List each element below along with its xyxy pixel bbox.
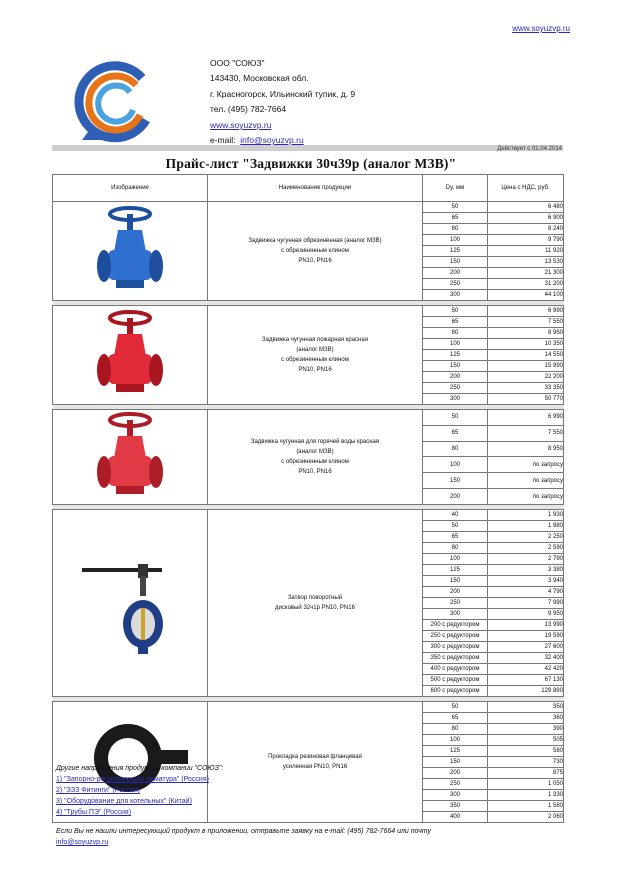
table-row xyxy=(53,306,564,317)
price-cell: по запросу xyxy=(488,457,564,473)
dn-cell: 100 xyxy=(423,235,488,246)
price-cell: по запросу xyxy=(488,473,564,489)
price-cell: 9 950 xyxy=(488,609,564,620)
header-image: Изображение xyxy=(53,175,208,202)
dn-cell: 65 xyxy=(423,713,488,724)
date-label: Действует с 01.04.2014 xyxy=(497,146,562,152)
dn-cell: 80 xyxy=(423,328,488,339)
dn-cell: 200 xyxy=(423,768,488,779)
footer-link-1[interactable]: 1) "Запорно-регулирующая арматура" (Россия) xyxy=(56,776,209,783)
dn-cell: 400 xyxy=(423,812,488,823)
table-row xyxy=(53,702,564,713)
product-name-line: (аналог МЗВ) xyxy=(296,449,334,455)
butterfly-valve-icon xyxy=(80,652,180,658)
product-image xyxy=(53,306,208,405)
price-cell: 6 480 xyxy=(488,202,564,213)
dn-cell: 100 xyxy=(423,735,488,746)
dn-cell: 65 xyxy=(423,317,488,328)
price-cell: 10 350 xyxy=(488,339,564,350)
price-cell: 15 990 xyxy=(488,361,564,372)
dn-cell: 80 xyxy=(423,724,488,735)
dn-cell: 150 xyxy=(423,576,488,587)
product-name-line: дисковый 32ч1р PN10, PN16 xyxy=(275,605,355,611)
dn-cell: 200 xyxy=(423,372,488,383)
dn-cell: 300 xyxy=(423,290,488,301)
price-cell: 1 930 xyxy=(488,510,564,521)
table-header-row xyxy=(53,175,564,202)
dn-cell: 250 xyxy=(423,279,488,290)
price-cell: 1 330 xyxy=(488,790,564,801)
price-cell: 2 590 xyxy=(488,543,564,554)
price-cell: 1 980 xyxy=(488,521,564,532)
dn-cell: 65 xyxy=(423,532,488,543)
product-name-line: с обрезиненным клином xyxy=(281,248,349,254)
price-cell: 360 xyxy=(488,713,564,724)
footer-intro: Другие направления продукции компании "СОЮЗ": xyxy=(56,765,224,772)
price-cell: 580 xyxy=(488,746,564,757)
company-name: ООО "СОЮЗ" xyxy=(210,58,265,68)
price-cell: 2 790 xyxy=(488,554,564,565)
price-cell: 42 420 xyxy=(488,664,564,675)
dn-cell: 125 xyxy=(423,350,488,361)
price-table xyxy=(52,174,564,823)
price-cell: 19 590 xyxy=(488,631,564,642)
page-title: Прайс-лист "Задвижки 30ч39р (аналог МЗВ)" xyxy=(165,156,457,171)
dn-cell: 300 xyxy=(423,609,488,620)
product-name-line: (аналог МЗВ) xyxy=(296,347,334,353)
price-cell: 31 200 xyxy=(488,279,564,290)
dn-cell: 80 xyxy=(423,224,488,235)
dn-cell: 40 xyxy=(423,510,488,521)
company-email-link[interactable]: info@soyuzvp.ru xyxy=(240,135,304,146)
dn-cell: 150 xyxy=(423,361,488,372)
dn-cell: 150 xyxy=(423,757,488,768)
dn-cell: 50 xyxy=(423,702,488,713)
dn-cell: 200 xyxy=(423,268,488,279)
product-name-line: с обрезиненным клином xyxy=(281,459,349,465)
price-cell: 9 790 xyxy=(488,235,564,246)
product-name xyxy=(208,510,423,697)
price-cell: 730 xyxy=(488,757,564,768)
price-cell: 32 400 xyxy=(488,653,564,664)
dn-cell: 400 с редуктором xyxy=(423,664,488,675)
price-cell: по запросу xyxy=(488,489,564,505)
price-cell: 1 050 xyxy=(488,779,564,790)
top-site-link[interactable]: www.soyuzvp.ru xyxy=(512,24,570,33)
price-cell: 8 950 xyxy=(488,328,564,339)
dn-cell: 500 с редуктором xyxy=(423,675,488,686)
product-name-line: Задвижка чугунная обрезиненная (аналог МЗВ) xyxy=(248,238,382,244)
product-name-line: Затвор поворотный xyxy=(287,595,343,601)
red-gate-valve-icon xyxy=(90,394,170,400)
company-address-line1: 143430, Московская обл. xyxy=(210,73,309,84)
product-image xyxy=(53,202,208,301)
price-cell: 350 xyxy=(488,702,564,713)
product-name-line: Задвижка чугунная пожарная красная xyxy=(262,337,368,343)
dn-cell: 200 xyxy=(423,587,488,598)
product-name xyxy=(208,410,423,505)
dn-cell: 300 xyxy=(423,394,488,405)
dn-cell: 250 с редуктором xyxy=(423,631,488,642)
price-cell: 6 990 xyxy=(488,410,564,426)
footer-note: Если Вы не нашли интересующий продукт в приложении, отправьте заявку на e-mail: (495) 782-7664 или почту xyxy=(56,828,431,835)
dn-cell: 80 xyxy=(423,543,488,554)
price-cell: 8 950 xyxy=(488,441,564,457)
red-hot-water-valve-icon xyxy=(90,496,170,502)
dn-cell: 100 xyxy=(423,457,488,473)
price-cell: 3 940 xyxy=(488,576,564,587)
email-label: e-mail: xyxy=(210,135,236,146)
price-cell: 2 250 xyxy=(488,532,564,543)
price-cell: 129 890 xyxy=(488,686,564,697)
dn-cell: 50 xyxy=(423,202,488,213)
price-cell: 27 600 xyxy=(488,642,564,653)
header-divider xyxy=(52,145,563,151)
price-cell: 505 xyxy=(488,735,564,746)
dn-cell: 250 xyxy=(423,383,488,394)
dn-cell: 250 xyxy=(423,779,488,790)
price-cell: 11 920 xyxy=(488,246,564,257)
footer-link-4[interactable]: 4) "Трубы ПЭ" (Россия) xyxy=(56,809,132,816)
dn-cell: 100 xyxy=(423,554,488,565)
header-price: Цена с НДС, руб. xyxy=(488,175,564,202)
header-name: Наименование продукции xyxy=(208,175,423,202)
product-image xyxy=(53,510,208,697)
company-address-line2: г. Красногорск, Ильинский тупик, д. 9 xyxy=(210,88,356,99)
dn-cell: 65 xyxy=(423,425,488,441)
price-cell: 7 550 xyxy=(488,317,564,328)
dn-cell: 150 xyxy=(423,473,488,489)
product-name-line: PN10, PN16 xyxy=(298,367,332,373)
product-name-line: Задвижка чугунная для горячей воды красная xyxy=(250,439,380,445)
dn-cell: 80 xyxy=(423,441,488,457)
dn-cell: 200 xyxy=(423,489,488,505)
footer xyxy=(56,763,576,848)
price-cell: 13 990 xyxy=(488,620,564,631)
price-cell: 67 130 xyxy=(488,675,564,686)
table-row xyxy=(53,510,564,521)
price-cell: 6 990 xyxy=(488,306,564,317)
dn-cell: 125 xyxy=(423,746,488,757)
dn-cell: 600 с редуктором xyxy=(423,686,488,697)
dn-cell: 100 xyxy=(423,339,488,350)
price-cell: 875 xyxy=(488,768,564,779)
product-name-line: PN10, PN16 xyxy=(298,469,332,475)
price-cell: 390 xyxy=(488,724,564,735)
footer-link-2[interactable]: 2) "ЗЗЗ Фитинги" (Россия) xyxy=(56,787,141,794)
company-phone: тел. (495) 782-7664 xyxy=(210,104,287,115)
product-name xyxy=(208,202,423,301)
dn-cell: 350 xyxy=(423,801,488,812)
price-cell: 33 350 xyxy=(488,383,564,394)
price-cell: 7 550 xyxy=(488,425,564,441)
dn-cell: 50 xyxy=(423,306,488,317)
company-info xyxy=(210,56,355,148)
dn-cell: 250 xyxy=(423,598,488,609)
dn-cell: 150 xyxy=(423,257,488,268)
price-cell: 3 380 xyxy=(488,565,564,576)
dn-cell: 125 xyxy=(423,246,488,257)
dn-cell: 200 с редуктором xyxy=(423,620,488,631)
price-cell: 8 240 xyxy=(488,224,564,235)
price-cell: 50 770 xyxy=(488,394,564,405)
header-dn: Dy, мм xyxy=(423,175,488,202)
dn-cell: 125 xyxy=(423,565,488,576)
dn-cell: 50 xyxy=(423,410,488,426)
price-cell: 4 790 xyxy=(488,587,564,598)
blue-gate-valve-icon xyxy=(90,290,170,296)
product-name-line: PN10, PN16 xyxy=(298,258,332,264)
price-cell: 7 990 xyxy=(488,598,564,609)
product-name-line: Прокладка резиновая фланцевая xyxy=(268,754,362,760)
price-cell: 22 200 xyxy=(488,372,564,383)
dn-cell: 65 xyxy=(423,213,488,224)
price-cell: 13 530 xyxy=(488,257,564,268)
price-cell: 14 550 xyxy=(488,350,564,361)
price-cell: 6 900 xyxy=(488,213,564,224)
company-logo-icon xyxy=(70,58,160,148)
product-name-line: с обрезиненным клином xyxy=(281,357,349,363)
price-cell: 44 100 xyxy=(488,290,564,301)
footer-link-3[interactable]: 3) "Оборудование для котельных" (Китай) xyxy=(56,798,192,805)
product-name-line: усиленная PN10, PN16 xyxy=(282,764,348,770)
dn-cell: 350 с редуктором xyxy=(423,653,488,664)
dn-cell: 300 xyxy=(423,790,488,801)
price-cell: 2 060 xyxy=(488,812,564,823)
price-cell: 1 580 xyxy=(488,801,564,812)
dn-cell: 50 xyxy=(423,521,488,532)
product-image xyxy=(53,410,208,505)
product-name xyxy=(208,306,423,405)
company-site-link[interactable]: www.soyuzvp.ru xyxy=(210,119,272,130)
table-row xyxy=(53,202,564,213)
table-row xyxy=(53,410,564,426)
dn-cell: 300 с редуктором xyxy=(423,642,488,653)
price-cell: 21 300 xyxy=(488,268,564,279)
footer-email-link[interactable]: info@soyuzvp.ru xyxy=(56,839,109,846)
